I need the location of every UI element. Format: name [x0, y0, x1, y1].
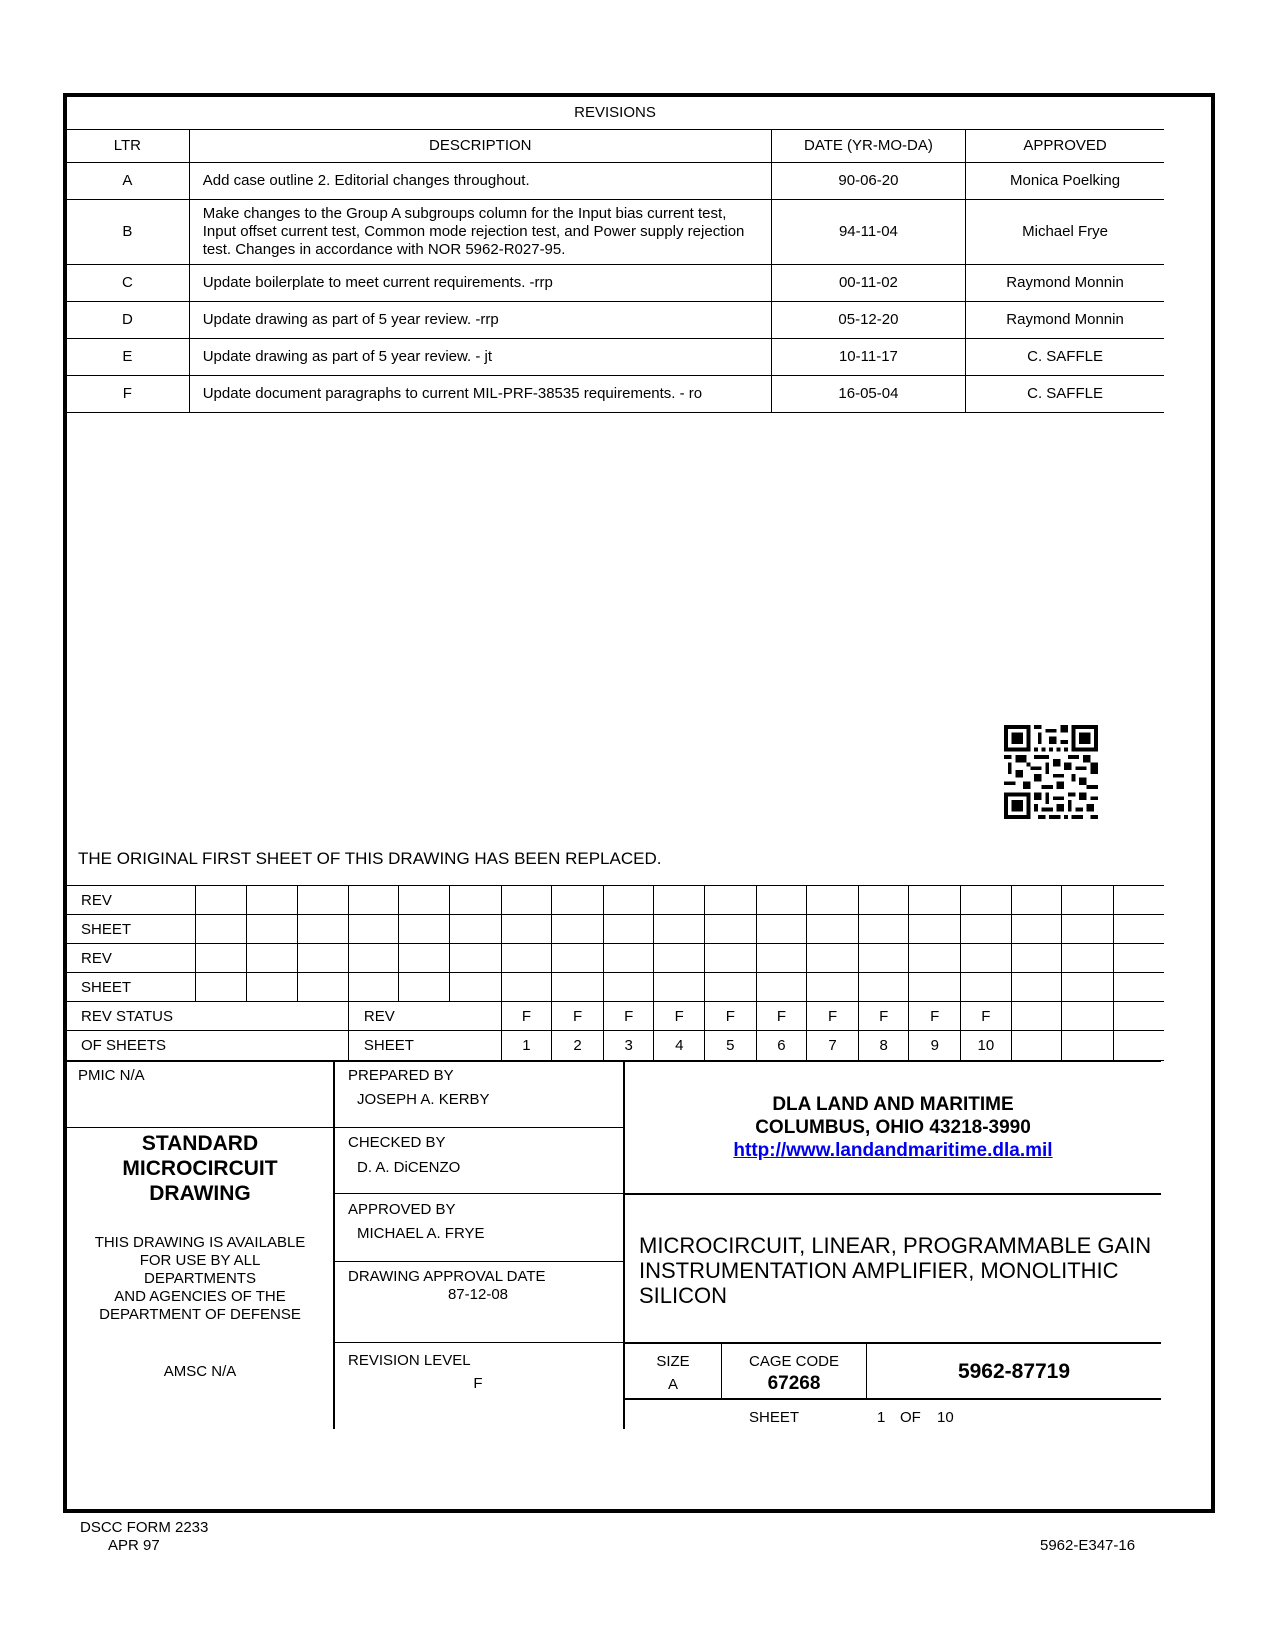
revision-description: Update document paragraphs to current MIL-PRF-38535 requirements. - ro	[189, 375, 771, 412]
status-sheet-value: 5	[705, 1031, 757, 1061]
sheet-label: SHEET	[749, 1409, 800, 1426]
grid-cell	[1011, 915, 1062, 944]
grid-cell	[961, 886, 1012, 915]
org-address: COLUMBUS, OHIO 43218-3990	[755, 1117, 1031, 1138]
grid-cell	[1113, 1002, 1164, 1031]
grid-cell	[807, 915, 859, 944]
revision-date: 90-06-20	[771, 162, 965, 199]
grid-cell	[756, 973, 807, 1002]
revision-ltr: E	[66, 338, 189, 375]
status-sheet-value: 2	[552, 1031, 604, 1061]
grid-cell	[603, 973, 654, 1002]
grid-cell	[961, 915, 1012, 944]
grid-cell	[756, 944, 807, 973]
grid-cell	[196, 973, 247, 1002]
grid-cell	[756, 915, 807, 944]
approval-date-value: 87-12-08	[447, 1286, 509, 1303]
grid-cell	[705, 944, 757, 973]
grid-cell	[654, 886, 705, 915]
grid-cell	[1113, 973, 1164, 1002]
status-rev-value: F	[552, 1002, 604, 1031]
sheet-total: 10	[937, 1409, 954, 1426]
grid-cell	[961, 973, 1012, 1002]
availability-line: DEPARTMENTS	[144, 1270, 256, 1287]
revision-approved: Raymond Monnin	[966, 264, 1164, 301]
status-sheet-value: 8	[858, 1031, 909, 1061]
status-rev-label: REV	[348, 1002, 501, 1031]
grid-sheet-label: SHEET	[66, 973, 196, 1002]
grid-cell	[858, 915, 909, 944]
status-sheet-value: 9	[909, 1031, 961, 1061]
availability-line: AND AGENCIES OF THE	[114, 1288, 286, 1305]
revision-date: 10-11-17	[771, 338, 965, 375]
grid-cell	[858, 944, 909, 973]
grid-cell	[603, 886, 654, 915]
grid-cell	[705, 973, 757, 1002]
rev-status-label: REV STATUS	[66, 1002, 348, 1031]
grid-cell	[909, 886, 961, 915]
grid-cell	[1011, 973, 1062, 1002]
grid-cell	[552, 886, 604, 915]
revision-row	[66, 162, 1164, 199]
grid-cell	[450, 973, 502, 1002]
grid-cell	[450, 886, 502, 915]
grid-cell	[399, 944, 450, 973]
cage-code-value: 67268	[767, 1373, 821, 1394]
revision-ltr: D	[66, 301, 189, 338]
org-name: DLA LAND AND MARITIME	[772, 1094, 1014, 1115]
grid-cell	[705, 886, 757, 915]
revision-ltr: A	[66, 162, 189, 199]
grid-cell	[1113, 886, 1164, 915]
rev-grid-row	[66, 1002, 1164, 1031]
replaced-note: THE ORIGINAL FIRST SHEET OF THIS DRAWING HAS BEEN REPLACED.	[78, 849, 662, 868]
availability-line: FOR USE BY ALL	[139, 1252, 261, 1269]
grid-rev-label: REV	[66, 944, 196, 973]
revision-date: 94-11-04	[771, 199, 965, 264]
approved-by-name: MICHAEL A. FRYE	[357, 1225, 485, 1242]
grid-cell	[196, 886, 247, 915]
grid-cell	[1062, 1031, 1114, 1061]
grid-cell	[654, 944, 705, 973]
standard-title-line: STANDARD	[141, 1132, 259, 1155]
revision-approved: Monica Poelking	[966, 162, 1164, 199]
status-rev-value: F	[705, 1002, 757, 1031]
grid-cell	[298, 915, 349, 944]
drawing-title-line: INSTRUMENTATION AMPLIFIER, MONOLITHIC	[639, 1258, 1119, 1283]
grid-cell	[909, 944, 961, 973]
status-rev-value: F	[756, 1002, 807, 1031]
grid-cell	[1062, 915, 1114, 944]
checked-by-label: CHECKED BY	[348, 1134, 446, 1151]
grid-cell	[1011, 886, 1062, 915]
status-sheet-value: 6	[756, 1031, 807, 1061]
drawing-number: 5962-87719	[957, 1360, 1071, 1383]
revision-row	[66, 375, 1164, 412]
grid-sheet-label: SHEET	[66, 915, 196, 944]
grid-cell	[1062, 886, 1114, 915]
status-rev-value: F	[909, 1002, 961, 1031]
grid-cell	[348, 944, 399, 973]
grid-cell	[298, 973, 349, 1002]
status-sheet-label: SHEET	[348, 1031, 501, 1061]
grid-cell	[603, 944, 654, 973]
revision-row	[66, 199, 1164, 264]
grid-cell	[196, 944, 247, 973]
prepared-by-name: JOSEPH A. KERBY	[357, 1091, 490, 1108]
revisions-table	[66, 96, 1164, 413]
grid-rev-label: REV	[66, 886, 196, 915]
revision-description: Add case outline 2. Editorial changes throughout.	[189, 162, 771, 199]
grid-cell	[501, 886, 552, 915]
revision-date: 05-12-20	[771, 301, 965, 338]
revision-description: Update boilerplate to meet current requirements. -rrp	[189, 264, 771, 301]
rev-grid-row	[66, 944, 1164, 973]
grid-cell	[603, 915, 654, 944]
prepared-by-label: PREPARED BY	[348, 1067, 454, 1084]
revision-ltr: B	[66, 199, 189, 264]
org-url-link[interactable]: http://www.landandmaritime.dla.mil	[733, 1140, 1053, 1161]
status-rev-value: F	[654, 1002, 705, 1031]
revision-level-value: F	[473, 1375, 483, 1392]
availability-line: DEPARTMENT OF DEFENSE	[99, 1306, 301, 1323]
revision-level-label: REVISION LEVEL	[348, 1352, 471, 1369]
grid-cell	[399, 973, 450, 1002]
grid-cell	[909, 915, 961, 944]
grid-cell	[654, 915, 705, 944]
grid-cell	[348, 886, 399, 915]
form-number: DSCC FORM 2233	[80, 1519, 209, 1536]
revision-date: 00-11-02	[771, 264, 965, 301]
grid-cell	[1113, 1031, 1164, 1061]
grid-cell	[399, 915, 450, 944]
document-code: 5962-E347-16	[1040, 1537, 1136, 1554]
status-rev-value: F	[961, 1002, 1012, 1031]
standard-title-line: MICROCIRCUIT	[122, 1157, 278, 1180]
rev-grid-row	[66, 973, 1164, 1002]
revision-ltr: F	[66, 375, 189, 412]
size-label: SIZE	[656, 1353, 690, 1370]
revision-row	[66, 338, 1164, 375]
approved-by-label: APPROVED BY	[348, 1201, 456, 1218]
grid-cell	[1113, 915, 1164, 944]
rev-grid-row	[66, 1031, 1164, 1061]
grid-cell	[858, 886, 909, 915]
header-date: DATE (YR-MO-DA)	[771, 129, 965, 162]
drawing-title-line: SILICON	[639, 1283, 728, 1308]
revision-approved: C. SAFFLE	[966, 338, 1164, 375]
grid-cell	[756, 886, 807, 915]
pmic-label: PMIC N/A	[78, 1067, 145, 1084]
header-description: DESCRIPTION	[189, 129, 771, 162]
status-sheet-value: 7	[807, 1031, 859, 1061]
grid-cell	[298, 944, 349, 973]
grid-cell	[348, 915, 399, 944]
revisions-title: REVISIONS	[66, 96, 1164, 129]
revision-description: Make changes to the Group A subgroups column for the Input bias current test, Input offset current test, Common mode rejection test, and Power supply rejection test. Changes in accordance with NOR 5962-R027-95.	[189, 199, 771, 264]
approval-date-label: DRAWING APPROVAL DATE	[348, 1268, 546, 1285]
grid-cell	[1062, 944, 1114, 973]
grid-cell	[246, 915, 298, 944]
grid-cell	[909, 973, 961, 1002]
standard-title-line: DRAWING	[149, 1182, 251, 1205]
header-approved: APPROVED	[966, 129, 1164, 162]
status-sheet-value: 1	[501, 1031, 552, 1061]
grid-cell	[552, 944, 604, 973]
grid-cell	[450, 944, 502, 973]
sheet-of-label: OF	[900, 1409, 921, 1426]
grid-cell	[1062, 973, 1114, 1002]
rev-grid-row	[66, 886, 1164, 915]
grid-cell	[807, 886, 859, 915]
grid-cell	[705, 915, 757, 944]
size-value: A	[667, 1376, 678, 1393]
rev-status-grid	[66, 885, 1164, 1061]
rev-grid-row	[66, 915, 1164, 944]
sheet-number: 1	[877, 1409, 886, 1426]
grid-cell	[348, 973, 399, 1002]
revision-approved: C. SAFFLE	[966, 375, 1164, 412]
grid-cell	[654, 973, 705, 1002]
grid-cell	[450, 915, 502, 944]
grid-cell	[807, 944, 859, 973]
drawing-frame	[63, 93, 1215, 1513]
status-rev-value: F	[501, 1002, 552, 1031]
checked-by-name: D. A. DiCENZO	[357, 1159, 461, 1176]
drawing-title-line: MICROCIRCUIT, LINEAR, PROGRAMMABLE GAIN	[639, 1233, 1152, 1258]
grid-cell	[399, 886, 450, 915]
grid-cell	[246, 886, 298, 915]
header-ltr: LTR	[66, 129, 189, 162]
revision-date: 16-05-04	[771, 375, 965, 412]
grid-cell	[196, 915, 247, 944]
status-sheet-value: 4	[654, 1031, 705, 1061]
grid-cell	[1062, 1002, 1114, 1031]
grid-cell	[246, 973, 298, 1002]
grid-cell	[501, 944, 552, 973]
status-rev-value: F	[603, 1002, 654, 1031]
status-rev-value: F	[807, 1002, 859, 1031]
org-url-wrap	[625, 1139, 1161, 1162]
grid-cell	[298, 886, 349, 915]
revision-row	[66, 264, 1164, 301]
revision-approved: Michael Frye	[966, 199, 1164, 264]
grid-cell	[552, 973, 604, 1002]
of-sheets-label: OF SHEETS	[66, 1031, 348, 1061]
grid-cell	[501, 973, 552, 1002]
form-date: APR 97	[108, 1537, 160, 1554]
revision-description: Update drawing as part of 5 year review. - jt	[189, 338, 771, 375]
amsc-label: AMSC N/A	[163, 1363, 237, 1380]
grid-cell	[1011, 1031, 1062, 1061]
grid-cell	[1011, 1002, 1062, 1031]
revision-row	[66, 301, 1164, 338]
grid-cell	[246, 944, 298, 973]
grid-cell	[858, 973, 909, 1002]
revision-description: Update drawing as part of 5 year review. -rrp	[189, 301, 771, 338]
grid-cell	[552, 915, 604, 944]
status-sheet-value: 3	[603, 1031, 654, 1061]
status-rev-value: F	[858, 1002, 909, 1031]
grid-cell	[807, 973, 859, 1002]
status-sheet-value: 10	[961, 1031, 1012, 1061]
availability-line: THIS DRAWING IS AVAILABLE	[94, 1234, 306, 1251]
grid-cell	[1113, 944, 1164, 973]
revision-approved: Raymond Monnin	[966, 301, 1164, 338]
grid-cell	[961, 944, 1012, 973]
grid-cell	[501, 915, 552, 944]
qr-code-icon	[1004, 725, 1098, 819]
cage-code-label: CAGE CODE	[748, 1353, 839, 1370]
grid-cell	[1011, 944, 1062, 973]
revision-ltr: C	[66, 264, 189, 301]
